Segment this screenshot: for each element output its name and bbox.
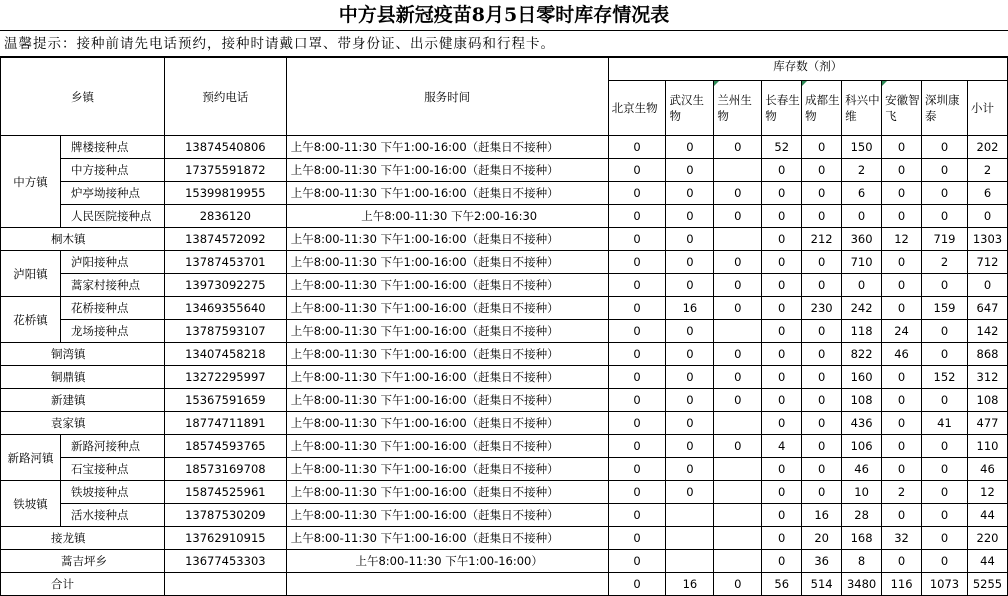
stock-value: 159 <box>922 297 968 320</box>
stock-value: 0 <box>802 481 842 504</box>
stock-value: 0 <box>608 389 666 412</box>
town-cell: 桐木镇 <box>1 228 165 251</box>
phone-cell: 13469355640 <box>164 297 286 320</box>
stock-value: 477 <box>967 412 1007 435</box>
header-brand: 兰州生物 <box>714 81 762 136</box>
total-value: 5255 <box>967 573 1007 596</box>
stock-value: 436 <box>842 412 882 435</box>
stock-value: 12 <box>882 228 922 251</box>
stock-value: 212 <box>802 228 842 251</box>
total-value: 514 <box>802 573 842 596</box>
stock-value: 168 <box>842 527 882 550</box>
stock-value: 0 <box>762 343 802 366</box>
site-cell: 龙场接种点 <box>60 320 164 343</box>
service-cell: 上午8:00-11:30 下午1:00-16:00（赶集日不接种） <box>286 412 608 435</box>
table-row <box>1 389 1008 412</box>
site-cell: 中方接种点 <box>60 159 164 182</box>
stock-value: 16 <box>666 297 714 320</box>
stock-value: 647 <box>967 297 1007 320</box>
stock-value: 0 <box>922 458 968 481</box>
table-row <box>1 343 1008 366</box>
stock-value: 2 <box>842 159 882 182</box>
stock-value: 0 <box>967 274 1007 297</box>
site-cell: 花桥接种点 <box>60 297 164 320</box>
phone-cell: 13874540806 <box>164 136 286 159</box>
header-brand: 科兴中维 <box>842 81 882 136</box>
stock-value: 0 <box>762 205 802 228</box>
stock-value: 0 <box>714 389 762 412</box>
stock-value: 0 <box>882 136 922 159</box>
header-town: 乡镇 <box>1 58 165 136</box>
town-cell: 新建镇 <box>1 389 165 412</box>
stock-value: 0 <box>802 182 842 205</box>
stock-value: 0 <box>922 343 968 366</box>
table-row <box>1 182 1008 205</box>
stock-value: 0 <box>714 251 762 274</box>
stock-value: 6 <box>967 182 1007 205</box>
phone-cell: 17375591872 <box>164 159 286 182</box>
phone-cell: 15367591659 <box>164 389 286 412</box>
total-value: 0 <box>608 573 666 596</box>
header-stock: 库存数（剂） <box>608 58 1007 81</box>
header-service: 服务时间 <box>286 58 608 136</box>
stock-value: 0 <box>842 205 882 228</box>
table-row <box>1 274 1008 297</box>
stock-value: 0 <box>762 458 802 481</box>
stock-value: 0 <box>666 274 714 297</box>
phone-cell: 13787530209 <box>164 504 286 527</box>
table-row <box>1 550 1008 573</box>
stock-value: 46 <box>967 458 1007 481</box>
stock-value: 0 <box>802 343 842 366</box>
service-cell: 上午8:00-11:30 下午1:00-16:00（赶集日不接种） <box>286 251 608 274</box>
stock-value: 0 <box>882 274 922 297</box>
stock-value: 108 <box>967 389 1007 412</box>
stock-value: 0 <box>922 274 968 297</box>
site-cell: 石宝接种点 <box>60 458 164 481</box>
stock-value: 0 <box>762 366 802 389</box>
phone-cell: 15399819955 <box>164 182 286 205</box>
service-cell: 上午8:00-11:30 下午1:00-16:00（赶集日不接种） <box>286 159 608 182</box>
stock-value: 0 <box>714 136 762 159</box>
stock-value: 150 <box>842 136 882 159</box>
stock-value: 0 <box>666 251 714 274</box>
stock-value: 712 <box>967 251 1007 274</box>
phone-cell: 13407458218 <box>164 343 286 366</box>
service-cell: 上午8:00-11:30 下午1:00-16:00（赶集日不接种） <box>286 504 608 527</box>
table-row <box>1 366 1008 389</box>
total-service-empty <box>286 573 608 596</box>
stock-value: 10 <box>842 481 882 504</box>
stock-value: 0 <box>666 182 714 205</box>
stock-value: 0 <box>922 504 968 527</box>
town-cell: 铁坡镇 <box>1 481 61 527</box>
stock-value: 822 <box>842 343 882 366</box>
stock-value: 220 <box>967 527 1007 550</box>
stock-value: 0 <box>802 435 842 458</box>
stock-value <box>714 527 762 550</box>
phone-cell: 13973092275 <box>164 274 286 297</box>
stock-value: 0 <box>714 274 762 297</box>
stock-value: 142 <box>967 320 1007 343</box>
stock-value: 0 <box>666 136 714 159</box>
site-cell: 炉亭坳接种点 <box>60 182 164 205</box>
stock-value: 0 <box>922 320 968 343</box>
header-brand: 安徽智飞 <box>882 81 922 136</box>
town-cell: 花桥镇 <box>1 297 61 343</box>
stock-value: 0 <box>882 182 922 205</box>
stock-value: 0 <box>802 389 842 412</box>
stock-value: 230 <box>802 297 842 320</box>
page-title: 中方县新冠疫苗8月5日零时库存情况表 <box>0 0 1008 31</box>
site-cell: 蒿家村接种点 <box>60 274 164 297</box>
site-cell: 泸阳接种点 <box>60 251 164 274</box>
site-cell: 铁坡接种点 <box>60 481 164 504</box>
stock-value: 2 <box>967 159 1007 182</box>
stock-value: 0 <box>762 182 802 205</box>
town-cell: 铜鼎镇 <box>1 366 165 389</box>
stock-value: 0 <box>714 205 762 228</box>
phone-cell: 18573169708 <box>164 458 286 481</box>
stock-value: 0 <box>802 205 842 228</box>
stock-value: 0 <box>714 435 762 458</box>
table-row <box>1 527 1008 550</box>
stock-value: 32 <box>882 527 922 550</box>
service-cell: 上午8:00-11:30 下午1:00-16:00（赶集日不接种） <box>286 366 608 389</box>
stock-value: 242 <box>842 297 882 320</box>
stock-value: 710 <box>842 251 882 274</box>
stock-value: 28 <box>842 504 882 527</box>
header-phone: 预约电话 <box>164 58 286 136</box>
stock-value: 0 <box>762 504 802 527</box>
phone-cell: 13677453303 <box>164 550 286 573</box>
total-value: 1073 <box>922 573 968 596</box>
stock-value: 0 <box>608 182 666 205</box>
town-cell: 泸阳镇 <box>1 251 61 297</box>
stock-value: 0 <box>882 389 922 412</box>
stock-value: 160 <box>842 366 882 389</box>
stock-value: 0 <box>608 366 666 389</box>
stock-value: 0 <box>666 435 714 458</box>
site-cell: 人民医院接种点 <box>60 205 164 228</box>
stock-value: 0 <box>714 297 762 320</box>
notice-banner: 温馨提示：接种前请先电话预约，接种时请戴口罩、带身份证、出示健康码和行程卡。 <box>0 31 1008 57</box>
table-row <box>1 205 1008 228</box>
stock-value <box>714 159 762 182</box>
stock-value <box>714 228 762 251</box>
stock-value: 2 <box>882 481 922 504</box>
stock-value: 0 <box>762 550 802 573</box>
stock-value: 106 <box>842 435 882 458</box>
stock-value: 0 <box>802 274 842 297</box>
stock-value: 0 <box>802 251 842 274</box>
total-value: 116 <box>882 573 922 596</box>
stock-value: 4 <box>762 435 802 458</box>
stock-value: 0 <box>922 182 968 205</box>
stock-value <box>666 504 714 527</box>
total-label: 合计 <box>1 573 165 596</box>
total-value: 16 <box>666 573 714 596</box>
table-row <box>1 481 1008 504</box>
service-cell: 上午8:00-11:30 下午1:00-16:00（赶集日不接种） <box>286 274 608 297</box>
stock-value: 0 <box>762 389 802 412</box>
stock-value: 0 <box>762 228 802 251</box>
stock-value <box>714 550 762 573</box>
stock-value <box>714 412 762 435</box>
stock-value: 0 <box>608 412 666 435</box>
stock-value: 46 <box>882 343 922 366</box>
stock-value: 0 <box>882 297 922 320</box>
service-cell: 上午8:00-11:30 下午2:00-16:30 <box>286 205 608 228</box>
stock-value: 6 <box>842 182 882 205</box>
service-cell: 上午8:00-11:30 下午1:00-16:00（赶集日不接种） <box>286 458 608 481</box>
table-row <box>1 159 1008 182</box>
stock-value <box>666 550 714 573</box>
stock-value: 360 <box>842 228 882 251</box>
stock-value: 719 <box>922 228 968 251</box>
total-value: 3480 <box>842 573 882 596</box>
stock-value <box>714 481 762 504</box>
service-cell: 上午8:00-11:30 下午1:00-16:00（赶集日不接种） <box>286 136 608 159</box>
stock-value: 0 <box>802 320 842 343</box>
stock-value: 0 <box>922 550 968 573</box>
phone-cell: 15874525961 <box>164 481 286 504</box>
stock-value: 110 <box>967 435 1007 458</box>
header-brand: 深圳康泰 <box>922 81 968 136</box>
stock-value: 0 <box>608 481 666 504</box>
stock-value: 0 <box>922 205 968 228</box>
stock-value: 0 <box>802 458 842 481</box>
stock-value: 1303 <box>967 228 1007 251</box>
stock-value: 0 <box>666 458 714 481</box>
service-cell: 上午8:00-11:30 下午1:00-16:00） <box>286 550 608 573</box>
stock-value: 0 <box>608 136 666 159</box>
stock-value: 0 <box>802 366 842 389</box>
stock-value: 41 <box>922 412 968 435</box>
stock-value: 36 <box>802 550 842 573</box>
stock-value: 118 <box>842 320 882 343</box>
phone-cell: 13762910915 <box>164 527 286 550</box>
stock-value: 0 <box>666 343 714 366</box>
stock-value: 0 <box>608 435 666 458</box>
service-cell: 上午8:00-11:30 下午1:00-16:00（赶集日不接种） <box>286 297 608 320</box>
town-cell: 蒿吉坪乡 <box>1 550 165 573</box>
stock-value: 312 <box>967 366 1007 389</box>
stock-value: 202 <box>967 136 1007 159</box>
stock-value: 0 <box>922 389 968 412</box>
stock-value <box>714 458 762 481</box>
stock-value: 8 <box>842 550 882 573</box>
table-row <box>1 504 1008 527</box>
stock-value: 0 <box>762 274 802 297</box>
table-row <box>1 320 1008 343</box>
table-row <box>1 297 1008 320</box>
total-phone-empty <box>164 573 286 596</box>
stock-value: 0 <box>882 435 922 458</box>
table-row <box>1 435 1008 458</box>
stock-value: 0 <box>608 504 666 527</box>
stock-value: 0 <box>608 550 666 573</box>
header-brand: 小计 <box>967 81 1007 136</box>
stock-value: 0 <box>714 343 762 366</box>
header-brand: 武汉生物 <box>666 81 714 136</box>
stock-value: 0 <box>882 458 922 481</box>
stock-value: 0 <box>922 159 968 182</box>
stock-value: 0 <box>762 481 802 504</box>
stock-value: 0 <box>666 320 714 343</box>
phone-cell: 13272295997 <box>164 366 286 389</box>
town-cell: 铜湾镇 <box>1 343 165 366</box>
stock-value: 0 <box>842 274 882 297</box>
stock-value: 868 <box>967 343 1007 366</box>
stock-value: 0 <box>608 251 666 274</box>
service-cell: 上午8:00-11:30 下午1:00-16:00（赶集日不接种） <box>286 389 608 412</box>
stock-value <box>714 320 762 343</box>
stock-value: 52 <box>762 136 802 159</box>
vaccine-stock-table <box>0 57 1008 596</box>
stock-value: 108 <box>842 389 882 412</box>
service-cell: 上午8:00-11:30 下午1:00-16:00（赶集日不接种） <box>286 182 608 205</box>
stock-value: 0 <box>666 228 714 251</box>
stock-value: 0 <box>922 481 968 504</box>
stock-value: 0 <box>608 320 666 343</box>
stock-value: 0 <box>608 297 666 320</box>
site-cell: 活水接种点 <box>60 504 164 527</box>
service-cell: 上午8:00-11:30 下午1:00-16:00（赶集日不接种） <box>286 343 608 366</box>
stock-value: 0 <box>714 366 762 389</box>
stock-value: 0 <box>882 550 922 573</box>
stock-value: 0 <box>922 435 968 458</box>
stock-value: 0 <box>762 320 802 343</box>
service-cell: 上午8:00-11:30 下午1:00-16:00（赶集日不接种） <box>286 481 608 504</box>
stock-value: 0 <box>802 136 842 159</box>
table-row <box>1 251 1008 274</box>
service-cell: 上午8:00-11:30 下午1:00-16:00（赶集日不接种） <box>286 320 608 343</box>
stock-value: 44 <box>967 504 1007 527</box>
stock-value: 0 <box>608 458 666 481</box>
service-cell: 上午8:00-11:30 下午1:00-16:00（赶集日不接种） <box>286 527 608 550</box>
table-row <box>1 136 1008 159</box>
stock-value: 0 <box>762 251 802 274</box>
stock-value: 0 <box>608 274 666 297</box>
stock-value: 0 <box>608 228 666 251</box>
stock-value: 46 <box>842 458 882 481</box>
stock-value: 0 <box>762 527 802 550</box>
table-row <box>1 412 1008 435</box>
stock-value: 0 <box>802 412 842 435</box>
stock-value: 0 <box>802 159 842 182</box>
phone-cell: 13787453701 <box>164 251 286 274</box>
stock-value: 0 <box>762 159 802 182</box>
stock-value: 0 <box>608 343 666 366</box>
stock-value: 0 <box>882 251 922 274</box>
stock-value: 20 <box>802 527 842 550</box>
phone-cell: 13874572092 <box>164 228 286 251</box>
stock-value: 0 <box>608 205 666 228</box>
town-cell: 新路河镇 <box>1 435 61 481</box>
stock-value: 0 <box>762 297 802 320</box>
stock-value: 0 <box>762 412 802 435</box>
stock-value: 0 <box>666 366 714 389</box>
stock-value: 0 <box>666 412 714 435</box>
stock-value: 12 <box>967 481 1007 504</box>
stock-value: 0 <box>714 182 762 205</box>
stock-value: 0 <box>882 159 922 182</box>
table-row <box>1 458 1008 481</box>
header-brand: 长春生物 <box>762 81 802 136</box>
stock-value: 0 <box>922 527 968 550</box>
table-row <box>1 228 1008 251</box>
stock-value: 0 <box>666 205 714 228</box>
stock-value: 2 <box>922 251 968 274</box>
site-cell: 牌楼接种点 <box>60 136 164 159</box>
stock-value: 0 <box>608 159 666 182</box>
stock-value: 152 <box>922 366 968 389</box>
stock-value: 0 <box>608 527 666 550</box>
phone-cell: 13787593107 <box>164 320 286 343</box>
phone-cell: 18774711891 <box>164 412 286 435</box>
stock-value: 0 <box>882 366 922 389</box>
stock-value: 0 <box>666 389 714 412</box>
stock-value: 0 <box>922 136 968 159</box>
header-brand: 成都生物 <box>802 81 842 136</box>
stock-value: 16 <box>802 504 842 527</box>
stock-value: 0 <box>666 159 714 182</box>
stock-value: 0 <box>882 504 922 527</box>
header-brand: 北京生物 <box>608 81 666 136</box>
service-cell: 上午8:00-11:30 下午1:00-16:00（赶集日不接种） <box>286 435 608 458</box>
site-cell: 新路河接种点 <box>60 435 164 458</box>
stock-value: 44 <box>967 550 1007 573</box>
stock-value: 24 <box>882 320 922 343</box>
total-value: 56 <box>762 573 802 596</box>
stock-value: 0 <box>882 205 922 228</box>
town-cell: 中方镇 <box>1 136 61 228</box>
service-cell: 上午8:00-11:30 下午1:00-16:00（赶集日不接种） <box>286 228 608 251</box>
phone-cell: 18574593765 <box>164 435 286 458</box>
phone-cell: 2836120 <box>164 205 286 228</box>
total-value: 0 <box>714 573 762 596</box>
stock-value: 0 <box>666 481 714 504</box>
stock-value <box>714 504 762 527</box>
stock-value: 0 <box>882 412 922 435</box>
town-cell: 接龙镇 <box>1 527 165 550</box>
town-cell: 袁家镇 <box>1 412 165 435</box>
stock-value: 0 <box>967 205 1007 228</box>
total-row <box>1 573 1008 596</box>
stock-value <box>666 527 714 550</box>
